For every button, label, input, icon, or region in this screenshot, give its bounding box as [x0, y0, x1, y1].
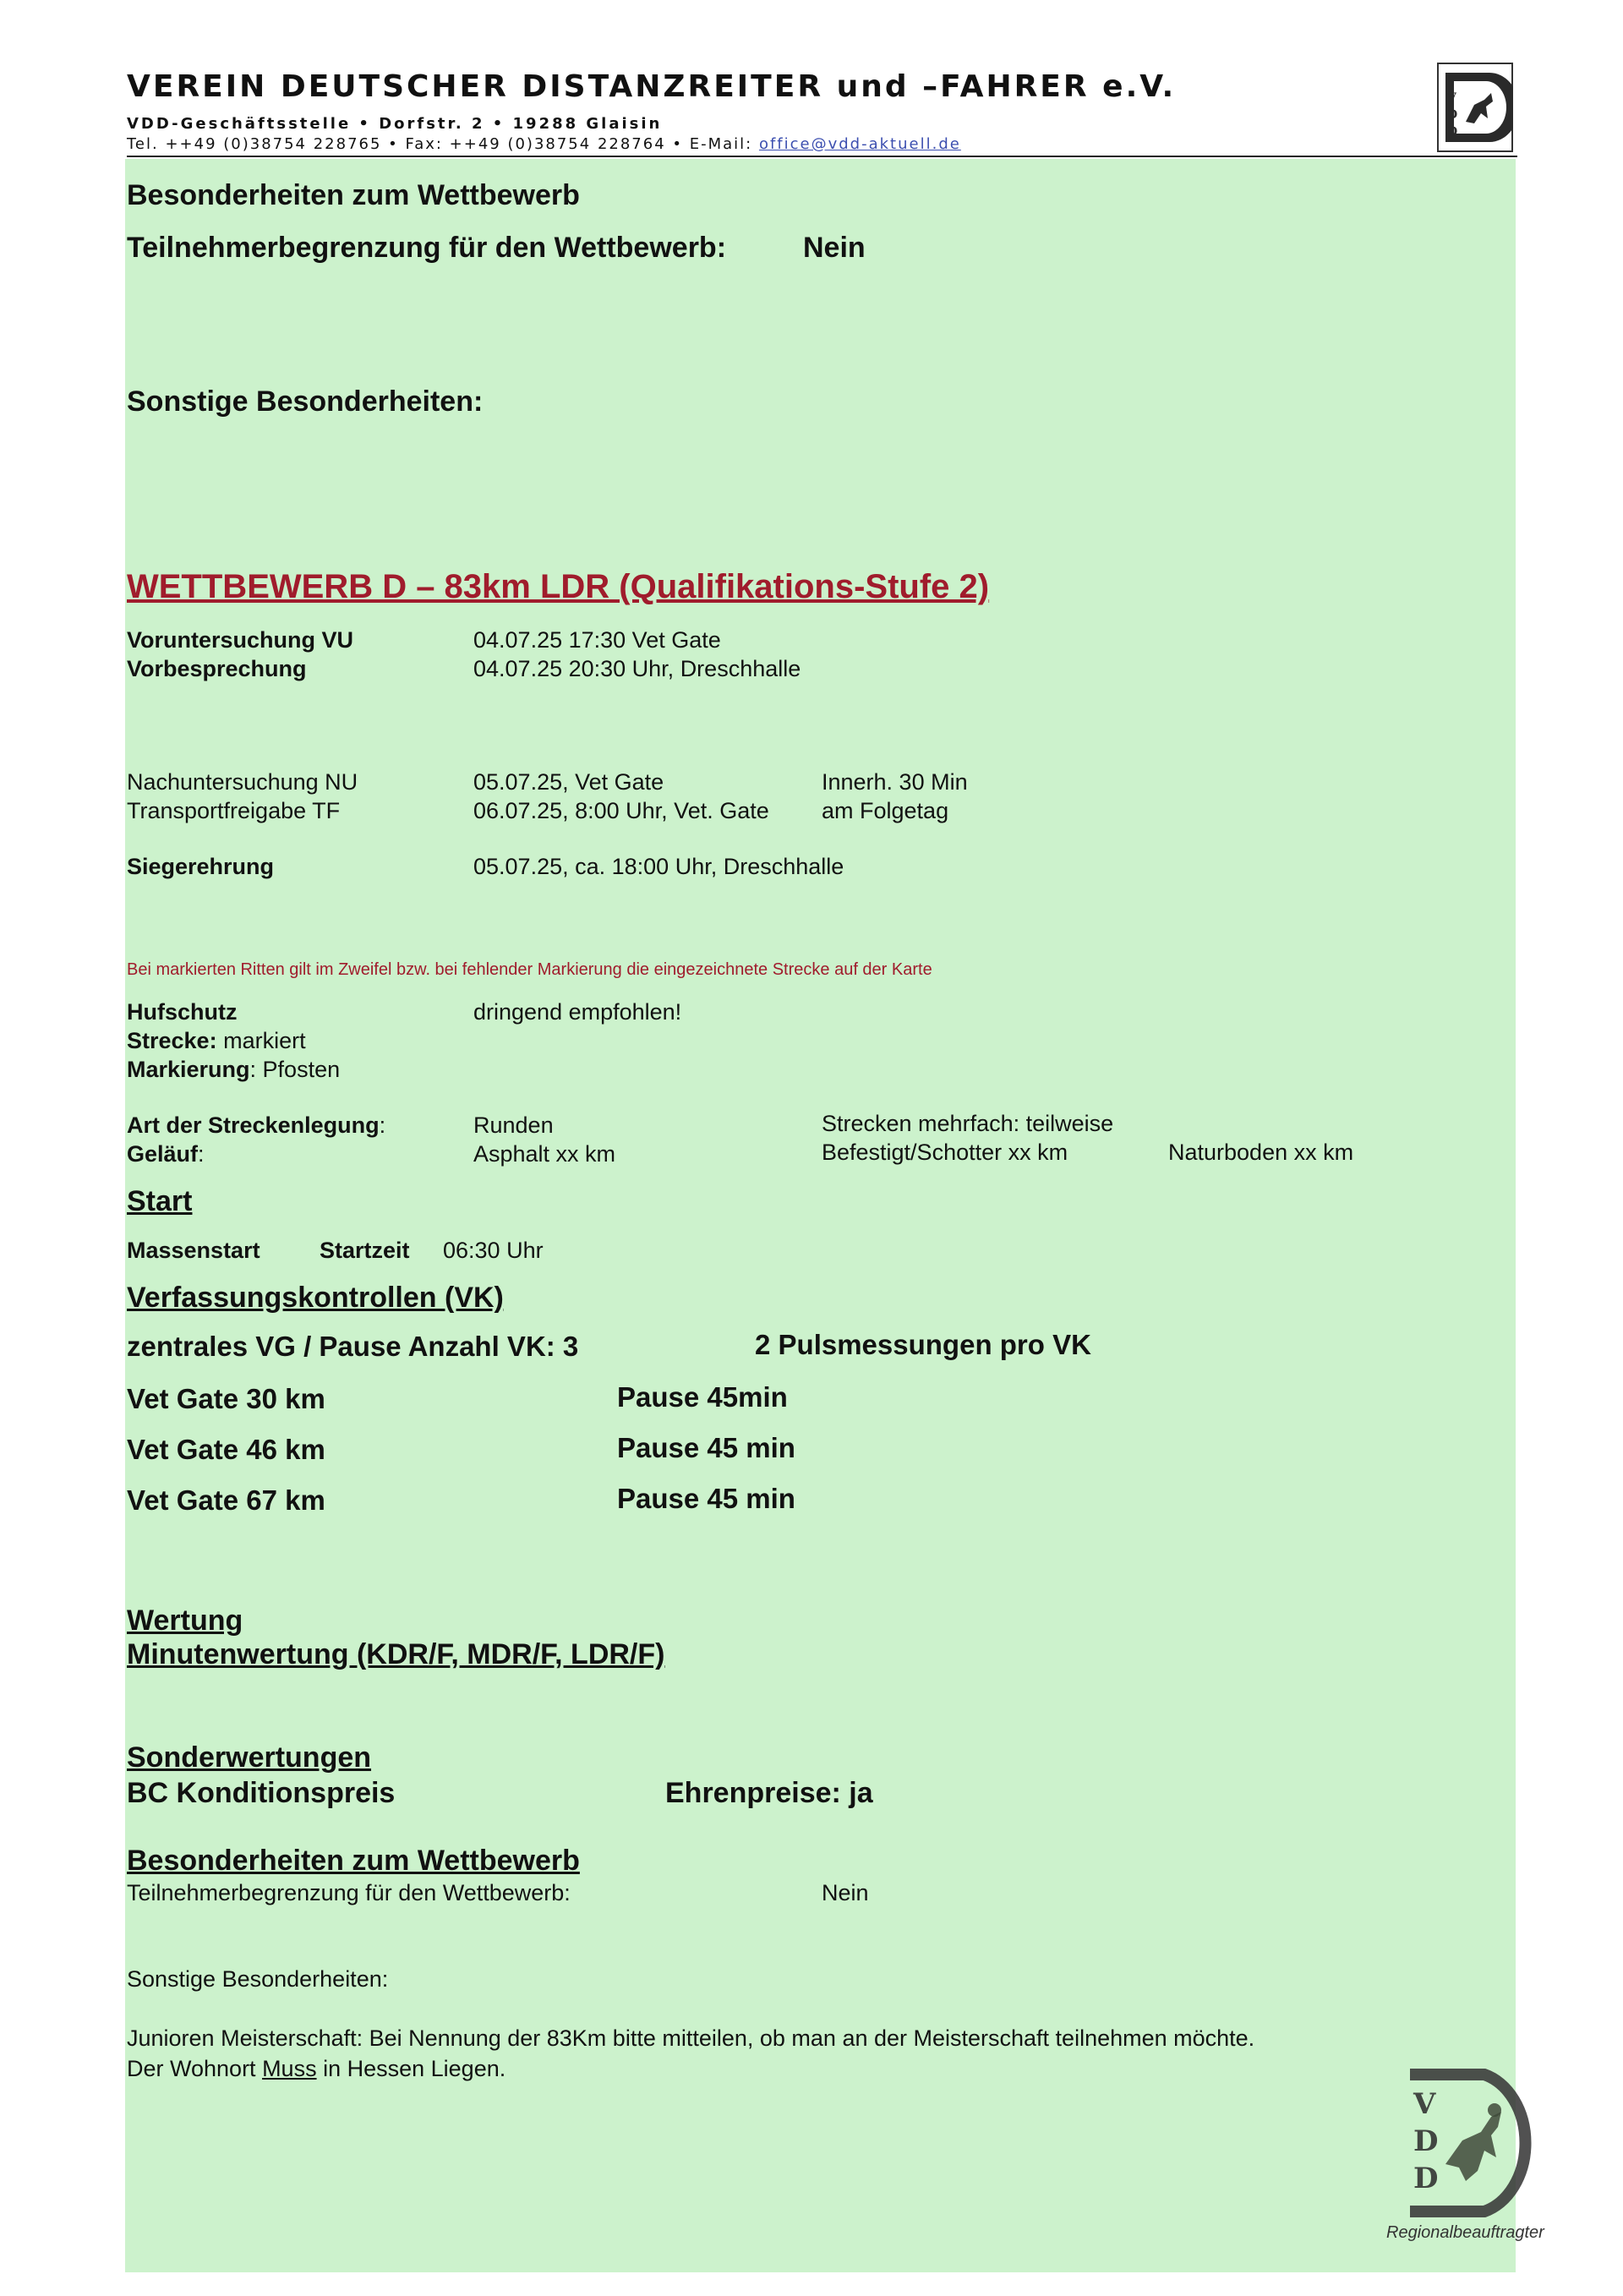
start-heading: Start [127, 1185, 193, 1217]
start-time-value: 06:30 Uhr [443, 1238, 544, 1263]
vdd-logo-icon [1437, 63, 1513, 152]
course-layout-value: Runden [473, 1112, 554, 1138]
stamp-letter: V [1413, 2087, 1436, 2121]
post-exam-note: Innerh. 30 Min [822, 769, 968, 795]
route-value: markiert [216, 1028, 306, 1053]
marking-note: Bei markierten Ritten gilt im Zweifel bzw. bei fehlender Markierung die eingezeichnete Strecke auf der Karte [127, 960, 932, 979]
svg-text:V: V [1447, 91, 1456, 105]
course-layout-line [127, 1112, 385, 1139]
terrain-asphalt: Asphalt xx km [473, 1141, 616, 1167]
special-scoring-heading: Sonderwertungen [127, 1741, 372, 1774]
stamp-letter: D [1413, 2162, 1439, 2195]
vet-gate-2-pause: Pause 45 min [617, 1432, 795, 1463]
terrain-colon: : [198, 1141, 205, 1167]
junior-championship-note: Junioren Meisterschaft: Bei Nennung der 83Km bitte mitteilen, ob man an der Meisterschaft teilnehmen möchte. [127, 2025, 1255, 2051]
participant-limit-value: Nein [803, 232, 866, 264]
transport-release-label: Transportfreigabe TF [127, 798, 341, 823]
vet-gate-1: Vet Gate 30 km [127, 1383, 325, 1414]
residence-note-start: Der Wohnort [127, 2056, 263, 2081]
vet-gate-2: Vet Gate 46 km [127, 1434, 325, 1465]
other-features-label: Sonstige Besonderheiten: [127, 385, 484, 418]
residence-note [127, 2056, 505, 2082]
marking-line [127, 1057, 340, 1083]
competition-title: WETTBEWERB D – 83km LDR (Qualifikations-Stufe 2) [127, 568, 990, 605]
stamp-letter-v [1413, 2087, 1438, 2195]
terrain-gravel: Befestigt/Schotter xx km [822, 1140, 1068, 1165]
contact-phone-fax: Tel. ++49 (0)38754 228765 • Fax: ++49 (0)38754 228764 • E-Mail: [127, 135, 759, 153]
vet-gate-3-pause: Pause 45 min [617, 1483, 795, 1514]
vet-gate-1-pause: Pause 45min [617, 1381, 788, 1413]
course-layout-colon: : [379, 1112, 386, 1138]
form-sheet [125, 159, 1516, 2272]
transport-release-value: 06.07.25, 8:00 Uhr, Vet. Gate [473, 798, 769, 823]
regional-representative-caption: Regionalbeauftragter [1386, 2223, 1544, 2242]
svg-text:D: D [1447, 108, 1458, 122]
transport-release-note: am Folgetag [822, 798, 949, 823]
course-layout-label: Art der Streckenlegung [127, 1112, 380, 1138]
route-label: Strecke: [127, 1028, 217, 1053]
stamp-letter: D [1413, 2124, 1439, 2158]
marking-label: Markierung [127, 1057, 250, 1082]
vet-checks-summary: zentrales VG / Pause Anzahl VK: 3 [127, 1331, 579, 1362]
briefing-label: Vorbesprechung [127, 656, 307, 681]
terrain-natural: Naturboden xx km [1168, 1140, 1354, 1165]
bottom-participant-limit-value: Nein [822, 1880, 869, 1905]
vet-gate-3: Vet Gate 67 km [127, 1484, 325, 1516]
start-time-label: Startzeit [320, 1238, 410, 1263]
scoring-heading: Wertung [127, 1604, 243, 1637]
bc-condition-prize: BC Konditionspreis [127, 1777, 396, 1809]
hoof-protection-label: Hufschutz [127, 999, 238, 1025]
header-divider [127, 156, 1517, 157]
ceremony-value: 05.07.25, ca. 18:00 Uhr, Dreschhalle [473, 854, 844, 879]
residence-note-end: in Hessen Liegen. [316, 2056, 506, 2081]
terrain-label: Geläuf [127, 1141, 199, 1167]
participant-limit-label: Teilnehmerbegrenzung für den Wettbewerb: [127, 232, 727, 264]
briefing-value: 04.07.25 20:30 Uhr, Dreschhalle [473, 656, 801, 681]
ceremony-label: Siegerehrung [127, 854, 275, 879]
bottom-other-features-label: Sonstige Besonderheiten: [127, 1966, 389, 1992]
section-heading-special-features: Besonderheiten zum Wettbewerb [127, 179, 580, 211]
honor-prizes: Ehrenpreise: ja [665, 1777, 873, 1809]
scoring-method: Minutenwertung (KDR/F, MDR/F, LDR/F) [127, 1638, 665, 1670]
post-exam-value: 05.07.25, Vet Gate [473, 769, 664, 795]
course-repeat-value: Strecken mehrfach: teilweise [822, 1111, 1114, 1136]
pre-exam-label: Voruntersuchung VU [127, 627, 354, 653]
pre-exam-value: 04.07.25 17:30 Vet Gate [473, 627, 721, 653]
email-link[interactable]: office@vdd-aktuell.de [758, 135, 961, 153]
svg-text:D: D [1447, 125, 1458, 139]
post-exam-label: Nachuntersuchung NU [127, 769, 358, 795]
route-line [127, 1028, 306, 1054]
hoof-protection-value: dringend empfohlen! [473, 999, 682, 1025]
bottom-participant-limit-label: Teilnehmerbegrenzung für den Wettbewerb: [127, 1880, 571, 1905]
pulse-measurements: 2 Pulsmessungen pro VK [755, 1329, 1091, 1360]
organization-title: VEREIN DEUTSCHER DISTANZREITER und –FAHRER e.V. [127, 69, 1177, 104]
vdd-stamp-icon [1403, 2063, 1547, 2223]
mass-start-label: Massenstart [127, 1238, 260, 1263]
bottom-special-features-heading: Besonderheiten zum Wettbewerb [127, 1845, 580, 1877]
vet-checks-heading: Verfassungskontrollen (VK) [127, 1282, 504, 1314]
organization-address: VDD-Geschäftsstelle • Dorfstr. 2 • 19288 Glaisin [127, 115, 663, 133]
residence-note-emphasis: Muss [262, 2056, 317, 2081]
marking-value: : Pfosten [249, 1057, 341, 1082]
terrain-line [127, 1141, 205, 1167]
organization-contact [127, 135, 961, 153]
